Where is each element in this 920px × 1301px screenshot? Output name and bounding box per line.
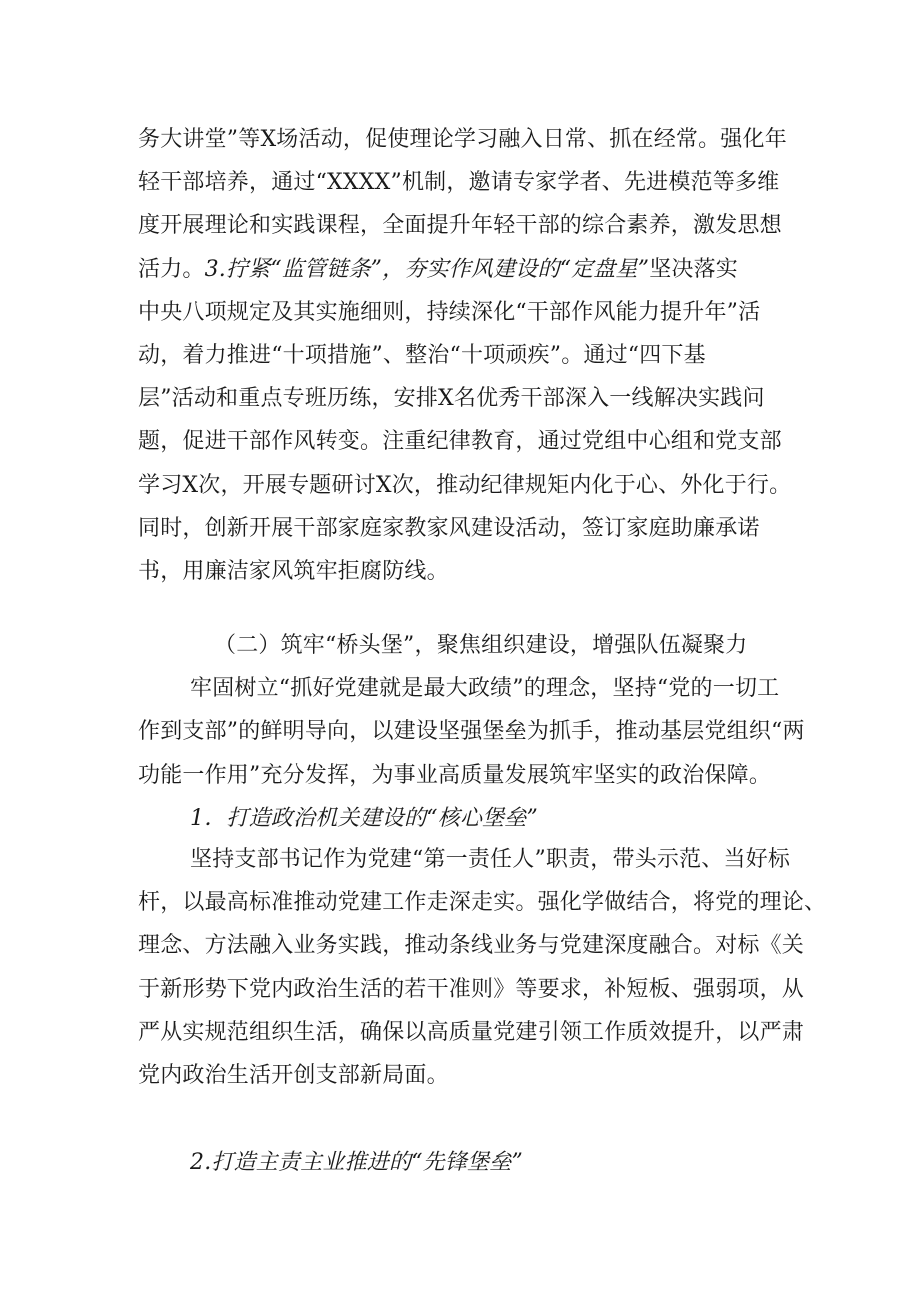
text-line: 动，着力推进“十项措施”、整治“十项顽疾”。通过“四下基	[138, 343, 706, 369]
text-line: 于新形势下党内政治生活的若干准则》等要求，补短板、强弱项，从	[138, 976, 805, 1002]
text-line: 杆，以最高标准推动党建工作走深走实。强化学做结合，将党的理论、	[138, 890, 827, 916]
text-line: 中央八项规定及其实施细则，持续深化“干部作风能力提升年”活	[138, 299, 761, 325]
subheading-core-fortress: 1．打造政治机关建设的“核心堡垒”	[190, 805, 538, 831]
text-line: 学习X次，开展专题研讨X次，推动纪律规矩内化于心、外化于行。	[138, 472, 792, 498]
text-run: 活力。	[138, 256, 205, 282]
text-line: 题，促进干部作风转变。注重纪律教育，通过党组中心组和党支部	[138, 429, 782, 455]
text-line: 理念、方法融入业务实践，推动条线业务与党建深度融合。对标《关	[138, 933, 805, 959]
text-line: 轻干部培养，通过“XXXX”机制，邀请专家学者、先进模范等多维	[138, 170, 780, 196]
text-line: 作到支部”的鲜明导向，以建设坚强堡垒为抓手，推动基层党组织“两	[138, 719, 805, 745]
text-line: 同时，创新开展干部家庭家教家风建设活动，签订家庭助廉承诺	[138, 515, 760, 541]
subheading-block	[138, 1141, 788, 1184]
text-line: 坚持支部书记作为党建“第一责任人”职责，带头示范、当好标	[190, 847, 791, 872]
text-line: 党内政治生活开创支部新局面。	[138, 1063, 449, 1089]
subheading-vanguard-fortress: 2.打造主责主业推进的“先锋堡垒”	[190, 1150, 523, 1175]
text-line: 功能一作用”充分发挥，为事业高质量发展筑牢坚实的政治保障。	[138, 762, 772, 788]
text-line-mixed	[138, 248, 788, 291]
text-line: 书，用廉洁家风筑牢拒腐防线。	[138, 559, 449, 585]
text-line: 务大讲堂”等X场活动，促使理论学习融入日常、抓在经常。强化年	[138, 127, 787, 152]
paragraph-discipline	[138, 118, 792, 593]
text-line: 牢固树立“抓好党建就是最大政绩”的理念，坚持“党的一切工	[190, 676, 780, 702]
text-line: 严从实规范组织生活，确保以高质量党建引领工作质效提升，以严肃	[138, 1019, 805, 1045]
text-line: 层”活动和重点专班历练，安排X名优秀干部深入一线解决实践问	[138, 386, 765, 412]
text-line: 度开展理论和实践课程，全面提升年轻干部的综合素养，激发思想	[138, 213, 782, 239]
inline-subheading: 3.拧紧“监管链条”，夯实作风建设的“定盘星”	[204, 256, 650, 282]
paragraph-core-fortress	[138, 838, 827, 1097]
section-heading: （二）筑牢“桥头堡”，聚焦组织建设，增强队伍凝聚力	[214, 633, 748, 658]
section-organization	[138, 624, 805, 840]
text-run: 坚决落实	[649, 256, 739, 282]
